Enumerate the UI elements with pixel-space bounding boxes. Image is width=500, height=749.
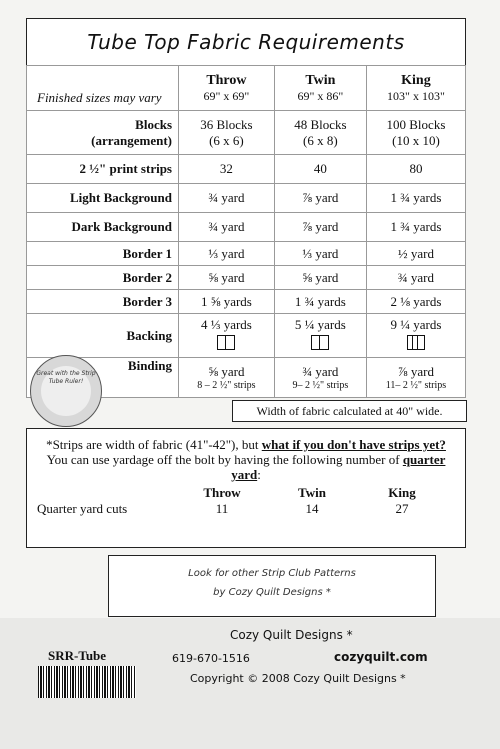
backing-fold-icon [217, 335, 235, 350]
backing-fold-icon [407, 335, 425, 350]
copyright: Copyright © 2008 Cozy Quilt Designs * [190, 672, 406, 685]
phone: 619-670-1516 [172, 652, 250, 665]
table-row: Border 2 ⅝ yard ⅝ yard ¾ yard [27, 266, 466, 290]
width-note: Width of fabric calculated at 40" wide. [232, 400, 467, 422]
requirements-table [26, 65, 466, 398]
barcode [38, 666, 136, 698]
col-king: King 103" x 103" [366, 66, 465, 111]
strip-note: *Strips are width of fabric (41"-42"), but what if you don't have strips yet? You can use yardage off the bolt by having the following number of quarter yard: [46, 437, 446, 482]
table-row: Binding ⅝ yard 8 – 2 ½" strips ¾ yard 9– 2 ½" strips ⅞ yard 11– 2 ½" strips [27, 358, 466, 398]
requirements-sheet [26, 18, 466, 398]
table-row: Blocks (arrangement) 36 Blocks (6 x 6) 48 Blocks (6 x 8) 100 Blocks (10 x 10) [27, 111, 466, 155]
other-patterns-box: Look for other Strip Club Patterns by Cozy Quilt Designs * [108, 555, 436, 617]
table-row: 2 ½" print strips 32 40 80 [27, 155, 466, 184]
seal-text: Great with the Strip Tube Ruler! [36, 370, 96, 385]
title-box [26, 18, 466, 65]
company-name: Cozy Quilt Designs * [230, 628, 353, 642]
table-row: Border 3 1 ⅝ yards 1 ¾ yards 2 ⅛ yards [27, 290, 466, 314]
finished-note: Finished sizes may vary [27, 66, 179, 111]
website[interactable]: cozyquilt.com [334, 650, 428, 664]
strip-info-box [26, 428, 466, 548]
col-throw: Throw 69" x 69" [179, 66, 275, 111]
col-twin: Twin 69" x 86" [274, 66, 366, 111]
table-row: Light Background ¾ yard ⅞ yard 1 ¾ yards [27, 184, 466, 213]
quarter-yard-table: Throw Twin King Quarter yard cuts 11 14 27 [37, 485, 416, 516]
page-title: Tube Top Fabric Requirements [87, 30, 405, 54]
pattern-code: SRR-Tube [48, 648, 107, 663]
strip-tube-ruler-seal [30, 355, 102, 427]
table-row: Backing 4 ⅓ yards 5 ¼ yards 9 ¼ yards [27, 314, 466, 358]
footer [0, 618, 500, 749]
table-row: Dark Background ¾ yard ⅞ yard 1 ¾ yards [27, 213, 466, 242]
table-row: Border 1 ⅓ yard ⅓ yard ½ yard [27, 242, 466, 266]
backing-fold-icon [311, 335, 329, 350]
header-row [27, 66, 466, 111]
